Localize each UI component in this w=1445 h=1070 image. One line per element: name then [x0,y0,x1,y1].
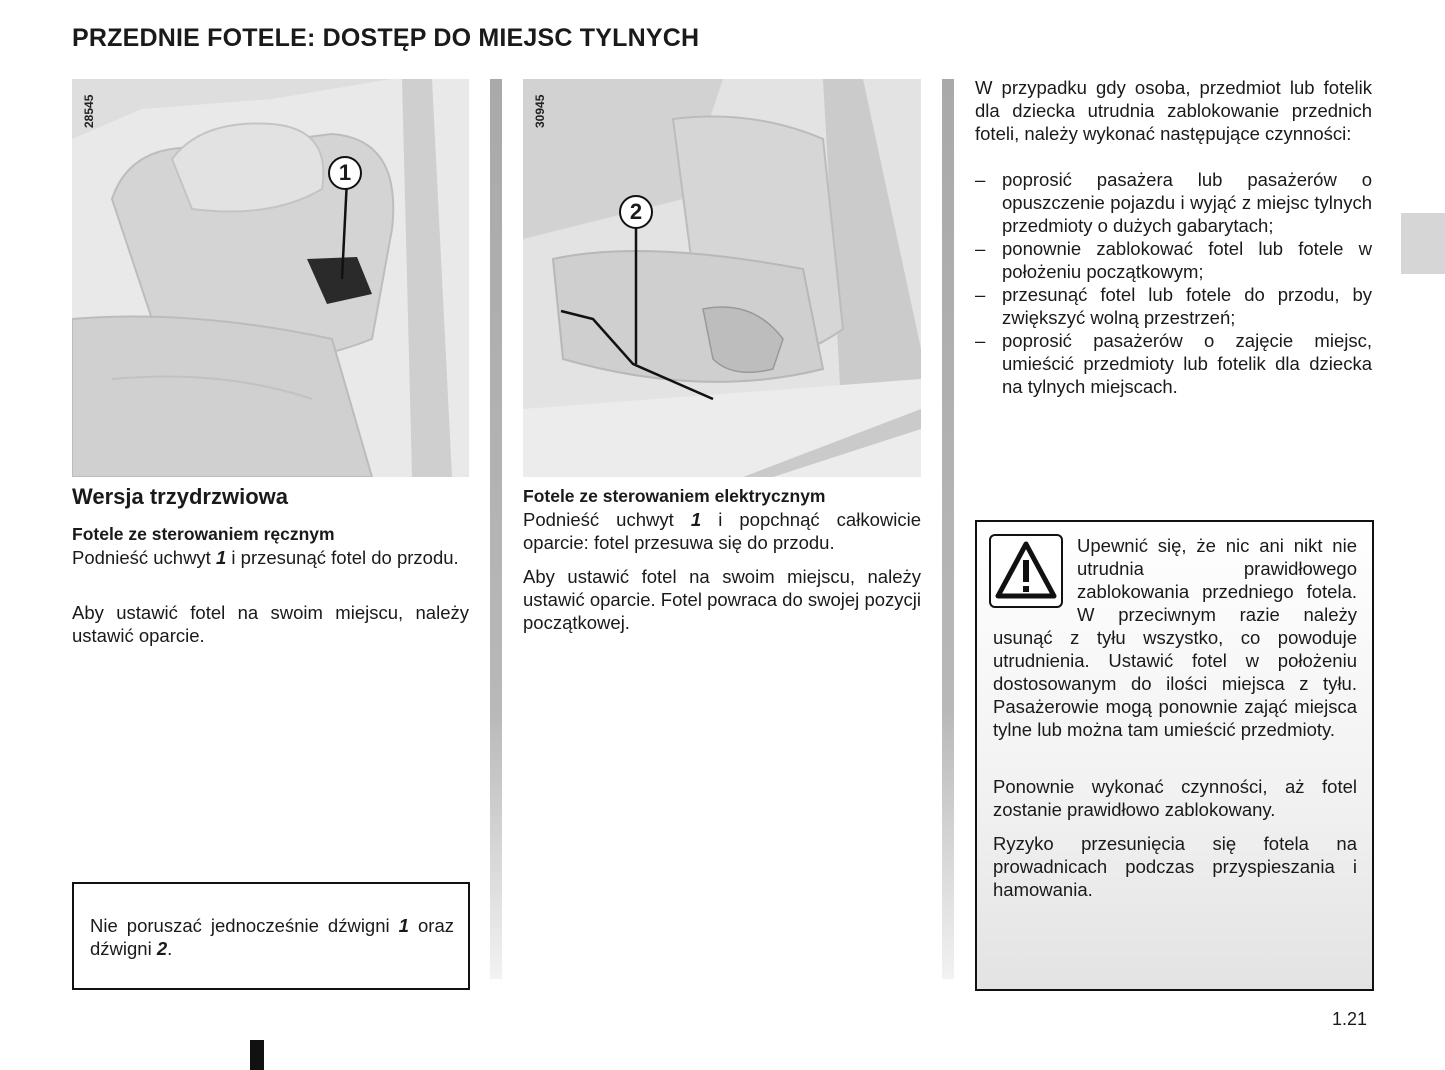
callout-1: 1 [328,156,362,190]
electric-seats-text [523,485,921,554]
seat-illustration [523,79,921,477]
paragraph: Aby ustawić fotel na swoim miejscu, należy ustawić oparcie. [72,602,469,646]
ref-number: 2 [156,938,168,959]
warning-text: Ryzyko przesunięcia się fotela na prowadnicach podczas przyspieszania i hamowania. [993,833,1357,900]
page-number: 1.21 [1332,1009,1368,1029]
list-item: – ponownie zablokować fotel lub fotele w położeniu początkowym; [975,237,1372,283]
warning-box [975,520,1374,991]
warning-text: Ponownie wykonać czynności, aż fotel zostanie prawidłowo zablokowany. [993,776,1357,820]
text: Upewnić się, że nic ani nikt nie utrudnia prawidłowego zablokowania przedniego fotela. W przeciwnym razie należy usunąć z tyłu wszystko, co powoduje utrudnienia. Ustawić fotel w położeniu dostosowanym do ilości miejsca z tyłu. Pasażerowie mogą ponownie zająć miejsca tylne lub można tam umieścić przedmioty. [993,535,1357,740]
subheading-manual: Fotele ze sterowaniem ręcznym [72,524,335,544]
steps-list [975,168,1372,398]
figure-id: 30945 [533,94,547,128]
section-heading: Wersja trzydrzwiowa [72,484,288,509]
list-item: – przesunąć fotel lub fotele do przodu, by zwiększyć wolną przestrzeń; [975,283,1372,329]
ref-number: 1 [690,509,702,530]
callout-2: 2 [619,195,653,229]
text: . [167,938,173,959]
column-divider [942,79,954,979]
section-tab [1401,213,1445,274]
text: Nie poruszać jednocześnie dźwigni [90,915,399,936]
warning-text [993,534,1357,741]
list-item: – poprosić pasażerów o zajęcie miejsc, umieścić przedmioty lub fotelik dla dziecka na tylnych miejscach. [975,329,1372,398]
text: oraz dźwigni [90,915,454,959]
note-box [72,882,470,990]
ref-number: 1 [398,915,409,936]
subheading-electric: Fotele ze sterowaniem elektrycznym [523,486,826,506]
figure-seat-manual [72,79,469,477]
page-title: PRZEDNIE FOTELE: DOSTĘP DO MIEJSC TYLNYCH [72,24,700,52]
paragraph: Aby ustawić fotel na swoim miejscu, należy ustawić oparcie. Fotel powraca do swojej pozycji początkowej. [523,566,921,633]
seat-illustration [72,79,469,477]
text: i popchnąć całkowicie oparcie: fotel przesuwa się do przodu. [523,509,921,553]
text: Podnieść uchwyt [72,547,216,568]
ref-number: 1 [215,547,227,568]
text: Podnieść uchwyt [523,509,691,530]
list-item: – poprosić pasażera lub pasażerów o opuszczenie pojazdu i wyjąć z miejsc tylnych przedmioty o dużych gabarytach; [975,168,1372,237]
figure-id: 28545 [82,94,96,128]
note-text [90,914,454,960]
column-divider [490,79,502,979]
page-marker [250,1040,264,1070]
intro-paragraph: W przypadku gdy osoba, przedmiot lub fotelik dla dziecka utrudnia zablokowanie przednich foteli, należy wykonać następujące czynności: [975,77,1372,144]
manual-seats-text [72,523,469,569]
figure-seat-electric [523,79,921,477]
text: i przesunąć fotel do przodu. [226,547,459,568]
